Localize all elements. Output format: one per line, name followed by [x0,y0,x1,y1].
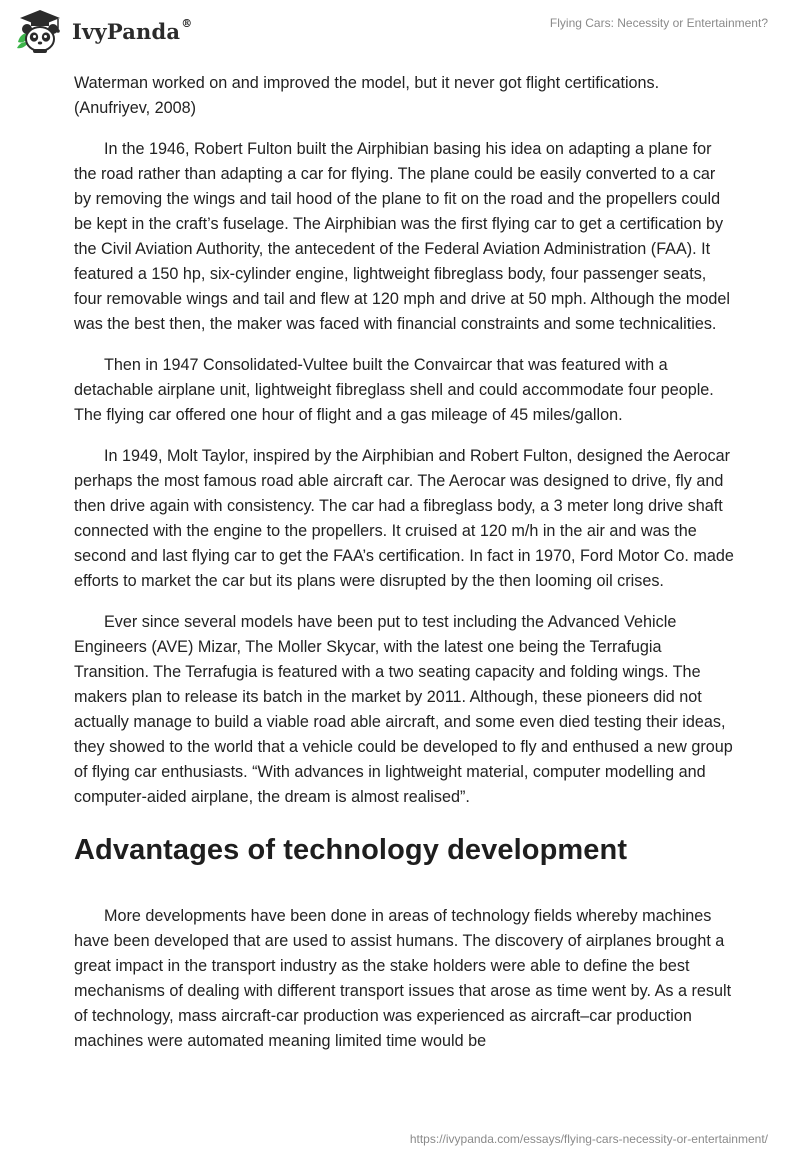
paragraph-6: More developments have been done in areas of technology fields whereby machines have been developed that are used to assist humans. The discovery of airplanes brought a great impact in the transport industry as the stake holders were able to define the best mechanisms of dealing with different transport issues that arose as time went by. As a result of technology, mass aircraft-car production was experienced as aircraft–car production machines were automated meaning limited time would be [74,907,732,1050]
paragraph-5: Ever since several models have been put to test including the Advanced Vehicle Engineers (AVE) Mizar, The Moller Skycar, with the latest one being the Terrafugia Transition. The Terrafugia is featured with a two seating capacity and folding wings. The makers plan to release its batch in the market by 2011. Although, these pioneers did not actually manage to build a viable road able aircraft, and some even died testing their ideas, they showed to the world that a vehicle could be developed to fly and enthused a new group of flying car enthusiasts. “With advances in lightweight material, computer modelling and computer-aided airplane, the dream is almost realised”. [74,613,733,806]
brand-logo[interactable] [14,8,192,54]
brand-name: IvyPanda® [72,16,193,44]
essay-body [74,71,734,1070]
section-heading: Advantages of technology development [74,834,628,866]
source-url[interactable]: https://ivypanda.com/essays/flying-cars-necessity-or-entertainment/ [409,1132,768,1146]
document-title: Flying Cars: Necessity or Entertainment? [549,16,768,30]
paragraph-2: In the 1946, Robert Fulton built the Airphibian basing his idea on adapting a plane for the road rather than adapting a car for flying. The plane could be easily converted to a car by removing the wings and tail hood of the plane to fit on the road and the propellers could be kept in the craft’s fuselage. The Airphibian was the first flying car to get a certification by the Civil Aviation Authority, the antecedent of the Federal Aviation Administration (FAA). It featured a 150 hp, six-cylinder engine, lightweight fibreglass body, four passenger seats, four removable wings and tail and flew at 120 mph and drive at 50 mph. Although the model was the best then, the maker was faced with financial constraints and some technicalities. [74,140,730,333]
panda-graduate-icon [14,8,66,54]
page-header [0,0,800,60]
paragraph-3: Then in 1947 Consolidated-Vultee built the Convaircar that was featured with a detachable airplane unit, lightweight fibreglass shell and could accommodate four people. The flying car offered one hour of flight and a gas mileage of 45 miles/gallon. [74,356,714,424]
registered-mark: ® [181,16,193,30]
paragraph-1: Waterman worked on and improved the model, but it never got flight certifications. (Anufriyev, 2008) [74,74,660,117]
paragraph-4: In 1949, Molt Taylor, inspired by the Airphibian and Robert Fulton, designed the Aerocar perhaps the most famous road able aircraft car. The Aerocar was designed to drive, fly and then drive again with consistency. The car had a fibreglass body, a 3 meter long drive shaft connected with the engine to the propellers. It cruised at 120 m/h in the air and was the second and last flying car to get the FAA’s certification. In fact in 1970, Ford Motor Co. made efforts to market the car but its plans were disrupted by the then looming oil crises. [74,447,734,590]
